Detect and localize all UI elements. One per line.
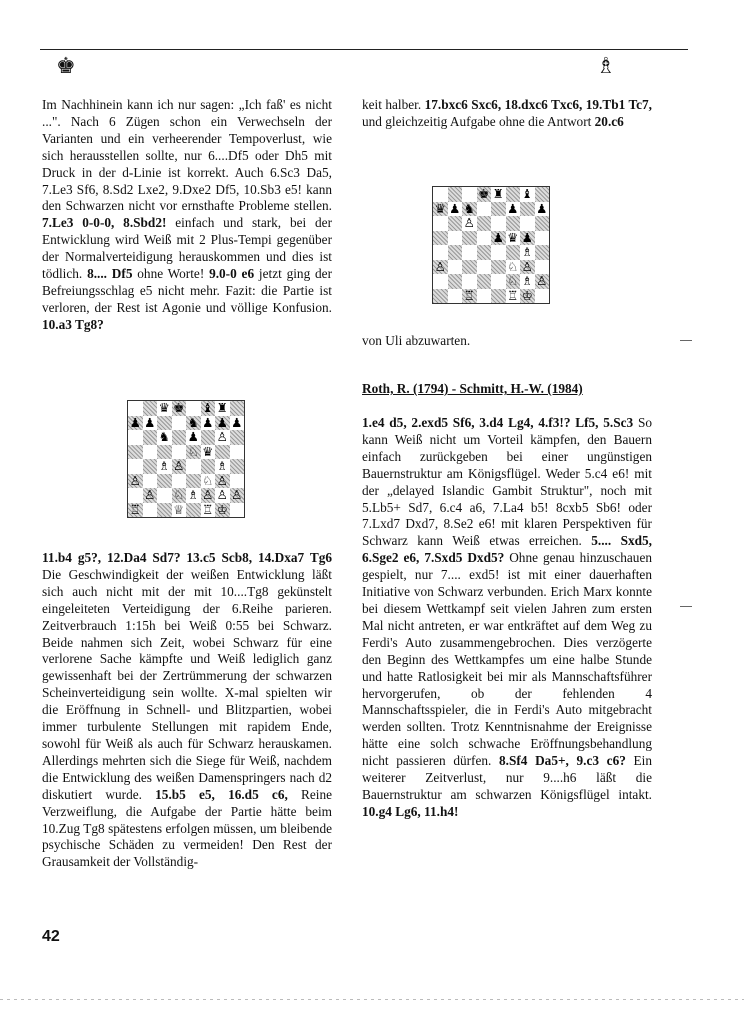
left-column-text-top: [42, 97, 332, 334]
board-square: [448, 231, 463, 246]
board-square: [143, 430, 158, 445]
board-square: [448, 274, 463, 289]
board-square: [215, 445, 230, 460]
board-square: [506, 216, 521, 231]
board-square: ♖: [463, 288, 475, 303]
board-square: ♘: [173, 488, 185, 502]
board-square: [433, 231, 448, 246]
board-square: ♛: [158, 401, 170, 415]
moves: 17.bxc6 Sxc6, 18.dxc6 Txc6, 19.Tb1 Tc7,: [424, 97, 652, 112]
board-square: [230, 401, 245, 416]
board-square: [433, 274, 448, 289]
board-square: [448, 245, 463, 260]
board-square: [157, 488, 172, 503]
board-square: ♙: [216, 473, 228, 488]
board-square: [506, 187, 521, 202]
board-square: [157, 445, 172, 460]
text-run: Die Geschwindigkeit der weißen Entwicklung läßt sich auch nicht mit der mit 10....Tg8 gekünstelt eingeleiteten Verteidigung der 6.Reihe parieren. Zeitverbrauch 1:15h bei Weiß 0:55 bei Schwarz. Beide nahmen sich Zeit, wobei Schwarz für eine verlorene Sache kämpfte und Weiß lediglich ganz gewissenhaft bei der Zertrümmerung der schwarzen Scheinverteidigung sein wollte. X-mal spielten wir die Eröffnung in Schnell- und Blitzpartien, wobei immer turbulente Stellungen mit rapidem Ende, sowohl für Weiß als auch für Schwarz herauskamen. Allerdings mehrten sich die Siege für Weiß, nachdem die Entwicklung des weißen Damenspringers nach d2 diskutiert wurde.: [42, 566, 332, 802]
board-square: ♔: [216, 502, 228, 517]
paragraph: [362, 415, 652, 821]
board-square: ♟: [507, 201, 519, 216]
board-square: [157, 503, 172, 518]
page-number: 42: [42, 928, 60, 945]
board-square: [230, 445, 245, 460]
board-square: [520, 202, 535, 217]
board-square: [143, 445, 158, 460]
paragraph: [42, 550, 332, 871]
board-square: ♗: [187, 488, 199, 502]
board-square: [491, 202, 506, 217]
board-square: [535, 187, 550, 202]
text-run: Im Nachhinein kann ich nur sagen: „Ich faß' es nicht ...". Nach 6 Zügen schon ein Verwechseln der Varianten und ein verheerender Tempoverlust, wie sich herausstellen sollte, nur 6....Df5 oder Dh5 mit Druck in der d-Linie ist korrekt. Auch 6.Sc3 Da5, 7.Le3 Sf6, 8.Sd2 Lxe2, 9.Dxe2 Df5, 10.Sb3 e5! kann den Schwarzen nicht vor ernsthafte Probleme stellen.: [42, 97, 332, 214]
board-square: ♙: [231, 488, 243, 502]
header-rule: [40, 49, 688, 50]
board-square: [172, 474, 187, 489]
board-square: [462, 187, 477, 202]
board-square: [143, 401, 158, 416]
board-square: ♘: [507, 274, 519, 288]
board-square: [128, 459, 143, 474]
moves: 10.a3 Tg8?: [42, 316, 104, 332]
board-square: [230, 459, 245, 474]
board-square: [506, 245, 521, 260]
board-square: ♟: [231, 415, 243, 430]
board-square: [230, 503, 245, 518]
margin-mark: [680, 340, 692, 341]
board-square: [201, 430, 216, 445]
board-square: [128, 445, 143, 460]
moves: 20.c6: [594, 113, 624, 129]
board-square: ♙: [536, 274, 548, 288]
board-square: [433, 187, 448, 202]
board-square: [201, 459, 216, 474]
board-square: [186, 503, 201, 518]
board-square: [172, 445, 187, 460]
board-square: [433, 216, 448, 231]
board-square: ♗: [216, 459, 228, 473]
board-square: ♙: [216, 488, 228, 502]
board-square: [462, 231, 477, 246]
black-king-icon: ♚: [56, 53, 76, 78]
right-column-text-mid: [362, 333, 652, 350]
chess-diagram-1: [127, 400, 245, 518]
board-square: ♕: [173, 502, 185, 517]
paragraph: [362, 97, 652, 131]
white-bishop-icon: ♗: [596, 53, 616, 78]
board-square: ♟: [144, 415, 156, 430]
board-square: ♙: [202, 488, 214, 502]
board-square: ♙: [173, 459, 185, 473]
text-run: Reine Verzweiflung, die Aufgabe der Partie hätte beim 10.Zug Tg8 spätestens erfolgen müssen, um bleibende psychische Schäden zu vermeiden! Den Rest der Grausamkeit der Vollständig-: [42, 786, 332, 870]
board-square: [143, 474, 158, 489]
board-square: [477, 274, 492, 289]
board-square: ♛: [507, 230, 519, 245]
board-square: [491, 216, 506, 231]
board-square: [433, 245, 448, 260]
board-square: ♖: [129, 502, 141, 517]
scan-edge: [0, 999, 744, 1000]
board-square: [462, 260, 477, 275]
moves: 10.g4 Lg6, 11.h4!: [362, 803, 459, 819]
chess-diagram-2: [432, 186, 550, 304]
board-square: [128, 488, 143, 503]
board-square: [535, 260, 550, 275]
board-square: [535, 231, 550, 246]
margin-mark: [680, 606, 692, 607]
board-square: [535, 216, 550, 231]
board-square: [186, 401, 201, 416]
board-square: [477, 245, 492, 260]
board-square: [433, 289, 448, 304]
board-square: [448, 187, 463, 202]
board-square: ♝: [202, 401, 214, 415]
board-square: [491, 260, 506, 275]
board-square: ♟: [536, 201, 548, 216]
board-square: ♜: [216, 401, 228, 415]
board-square: ♖: [507, 288, 519, 303]
right-column-text-top: [362, 97, 652, 131]
moves: 15.b5 e5, 16.d5 c6,: [155, 786, 288, 802]
moves: 11.b4 g5?, 12.Da4 Sd7? 13.c5 Scb8, 14.Dxa7 Tg6: [42, 550, 332, 565]
board-square: [448, 216, 463, 231]
moves: 8.... Df5: [87, 266, 133, 282]
text-run: jetzt ging der Befreiungsschlag e5 nicht mehr. Fazit: die Partie ist verloren, der Rest ist Agonie und völlige Konfusion.: [42, 266, 332, 315]
text-run: einfach und stark, bei der Entwicklung wird Weiß mit 2 Plus-Tempi gegenüber der Normalverteidigung herauskommen und dies ist tödlich.: [42, 215, 332, 282]
board-square: [143, 503, 158, 518]
board-square: ♟: [216, 415, 228, 430]
board-square: ♗: [158, 459, 170, 473]
board-square: ♙: [521, 259, 533, 274]
board-square: ♙: [129, 473, 141, 488]
board-square: ♚: [478, 187, 490, 201]
board-square: ♟: [202, 415, 214, 430]
board-square: ♘: [187, 444, 199, 459]
board-square: [448, 289, 463, 304]
game-heading-block: [362, 381, 652, 398]
board-square: ♙: [463, 216, 475, 230]
game-heading: Roth, R. (1794) - Schmitt, H.-W. (1984): [362, 381, 583, 396]
board-square: ♙: [144, 488, 156, 502]
board-square: ♟: [492, 230, 504, 245]
board-square: [520, 216, 535, 231]
board-square: [491, 274, 506, 289]
board-square: [448, 260, 463, 275]
board-square: ♟: [521, 230, 533, 245]
board-square: [128, 430, 143, 445]
board-square: ♘: [507, 259, 519, 274]
paragraph: von Uli abzuwarten.: [362, 333, 471, 348]
board-square: [491, 289, 506, 304]
board-square: [491, 245, 506, 260]
board-square: [230, 430, 245, 445]
board-square: ♝: [521, 187, 533, 201]
moves: 5.... Sxd5, 6.Sge2 e6, 7.Sxd5 Dxd5?: [362, 533, 653, 566]
board-square: [477, 260, 492, 275]
board-square: ♙: [434, 259, 446, 274]
right-column-text-bottom: [362, 415, 652, 821]
board-square: [535, 289, 550, 304]
board-square: [186, 474, 201, 489]
board-square: ♛: [202, 444, 214, 459]
board-square: [462, 245, 477, 260]
board-square: [172, 416, 187, 431]
board-square: ♗: [521, 245, 533, 259]
board-square: ♔: [521, 288, 533, 303]
board-square: ♚: [173, 401, 185, 415]
board-square: ♖: [202, 502, 214, 517]
board-square: ♟: [129, 415, 141, 430]
text-run: Ohne genau hinzuschauen gespielt, nur 7.... exd5! ist mit einer dauerhaften Initiative von Schwarz verbunden. Erich Marx konnte bei diesem Wettkampf seit vielen Jahren zum ersten Mal nicht antreten, er war entkräftet auf dem Weg zu Ferdi's Auto zusammengebrochen. Dies verzögerte den Beginn des Wettkampfes um eine halbe Stunde und hatte Ratlosigkeit bei mir als Mannschaftsführer hervorgerufen, ob der fehlenden 4 Mannschaftsspieler, die in Ferdi's Auto mitgebracht werden sollten. Trotz Kenntnisnahme der Ereignisse hätte eine solch schwache Eröffnungsbehandlung nicht passieren dürfen.: [362, 550, 652, 769]
board-square: [462, 274, 477, 289]
moves: 8.Sf4 Da5+, 9.c3 c6?: [499, 753, 626, 769]
board-square: [157, 474, 172, 489]
board-square: ♟: [449, 201, 461, 216]
paragraph: [42, 97, 332, 334]
board-square: [143, 459, 158, 474]
board-square: [230, 474, 245, 489]
board-square: ♟: [187, 430, 199, 444]
board-square: [477, 289, 492, 304]
board-square: ♞: [158, 430, 170, 444]
text-run: So kann Weiß nicht um Vorteil kämpfen, den Bauern einfach zurückgeben bei einer ungünstigen Bauernstruktur am Königsflügel. Weder 5.c4 e6! mit der „delayed Islandic Gambit Struktur", noch mit 5.Lb5+ Sd7, 6.c4 a6, 7.La4 b5! 8cxb5 Sb6! oder 7.Lxd7 Dxd7, 8.Se2 e6! mit klaren Perspektiven für Schwarz kann Weiß etwas erreichen.: [362, 415, 652, 549]
board-square: [172, 430, 187, 445]
moves: 7.Le3 0-0-0, 8.Sbd2!: [42, 215, 167, 231]
board-square: [128, 401, 143, 416]
board-square: [477, 202, 492, 217]
left-column-text-bottom: [42, 550, 332, 871]
moves: 9.0-0 e6: [209, 266, 255, 282]
board-square: ♗: [521, 274, 533, 288]
text-run: ohne Worte!: [132, 266, 210, 282]
board-square: [477, 216, 492, 231]
board-square: ♞: [187, 415, 199, 430]
text-run: und gleichzeitig Aufgabe ohne die Antwort: [362, 113, 595, 129]
board-square: ♞: [463, 201, 475, 216]
text-run: Ein weiterer Zeitverlust, nur 9....h6 läßt die Bauernstruktur am schwarzen Königsflügel intakt.: [362, 753, 652, 802]
board-square: [535, 245, 550, 260]
text-run: keit halber.: [362, 97, 425, 112]
board-square: ♛: [434, 201, 446, 216]
board-square: ♘: [202, 473, 214, 488]
board-square: ♜: [492, 187, 504, 201]
board-square: [186, 459, 201, 474]
moves: 1.e4 d5, 2.exd5 Sf6, 3.d4 Lg4, 4.f3!? Lf5, 5.Sc3: [362, 415, 634, 430]
board-square: [157, 416, 172, 431]
board-square: ♙: [216, 430, 228, 444]
board-square: [477, 231, 492, 246]
